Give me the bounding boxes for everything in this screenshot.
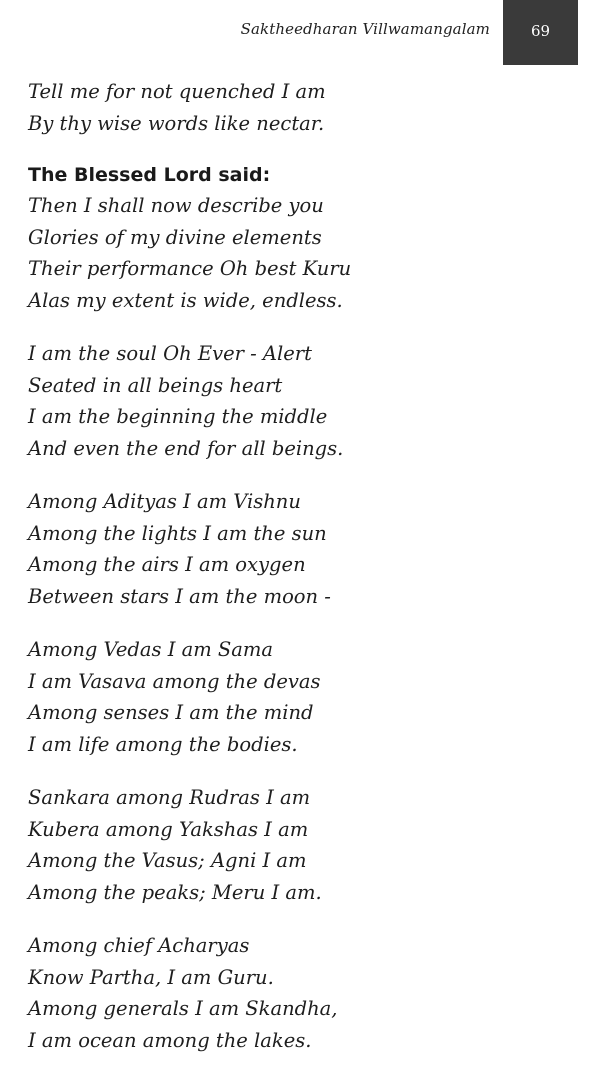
page-number: 69 xyxy=(530,22,551,40)
verse-line: I am ocean among the lakes. xyxy=(28,1028,312,1052)
speaker-heading: The Blessed Lord said: xyxy=(28,164,271,186)
stanza xyxy=(28,930,568,1056)
verse-line: Among Adityas I am Vishnu xyxy=(28,490,301,513)
verse-line: Tell me for not quenched I am xyxy=(28,80,326,103)
verse-line: Between stars I am the moon - xyxy=(28,584,331,608)
verse-line: I am the beginning the middle xyxy=(28,405,328,428)
verse-line: And even the end for all beings. xyxy=(28,436,344,460)
verse-line: Among the lights I am the sun xyxy=(28,521,327,545)
verse-line: Sankara among Rudras I am xyxy=(28,786,311,809)
stanza xyxy=(28,160,568,316)
verse-line: Kubera among Yakshas I am xyxy=(28,817,309,841)
verse-line: Among the Vasus; Agni I am xyxy=(28,849,307,872)
verse-line: Among Vedas I am Sama xyxy=(28,638,274,661)
verse-line: Among generals I am Skandha, xyxy=(28,997,338,1020)
stanza xyxy=(28,338,568,464)
page-number-tab xyxy=(503,0,578,65)
verse-line: Alas my extent is wide, endless. xyxy=(28,288,343,312)
stanza xyxy=(28,76,568,139)
stanza xyxy=(28,634,568,760)
verse-line: Among the peaks; Meru I am. xyxy=(28,880,322,904)
verse-line: By thy wise words like nectar. xyxy=(28,111,325,135)
verse-line: Seated in all beings heart xyxy=(28,373,283,397)
poem-body xyxy=(28,76,568,1078)
verse-line: I am the soul Oh Ever - Alert xyxy=(28,342,312,365)
running-header: Saktheedharan Villwamangalam xyxy=(240,20,490,38)
verse-line: Their performance Oh best Kuru xyxy=(28,257,352,280)
verse-line: I am Vasava among the devas xyxy=(28,669,321,693)
verse-line: Then I shall now describe you xyxy=(28,194,324,217)
stanza xyxy=(28,782,568,908)
verse-line: Among chief Acharyas xyxy=(28,934,250,957)
stanza xyxy=(28,486,568,612)
verse-line: I am life among the bodies. xyxy=(28,732,298,756)
verse-line: Among the airs I am oxygen xyxy=(28,553,306,576)
verse-line: Among senses I am the mind xyxy=(28,701,314,724)
verse-line: Know Partha, I am Guru. xyxy=(28,965,274,989)
verse-line: Glories of my divine elements xyxy=(28,225,322,249)
